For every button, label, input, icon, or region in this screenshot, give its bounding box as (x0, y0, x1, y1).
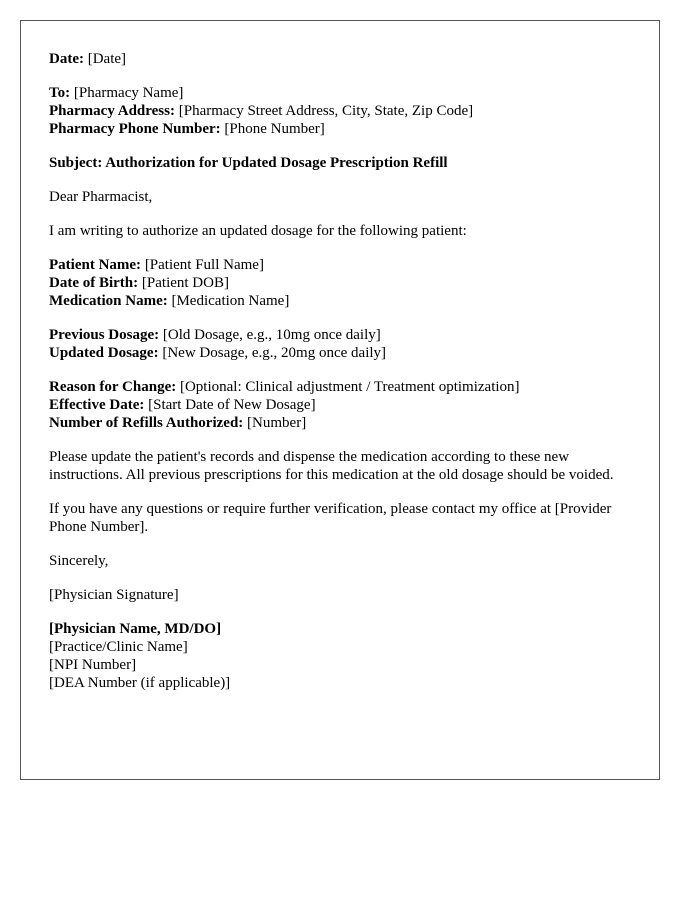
medication-value: [Medication Name] (171, 293, 290, 309)
dea-number: [DEA Number (if applicable)] (49, 675, 231, 691)
updated-dosage-value: [New Dosage, e.g., 20mg once daily] (162, 345, 387, 361)
effective-date-label: Effective Date: (49, 397, 145, 413)
refills-value: [Number] (247, 415, 307, 431)
change-block (49, 378, 631, 432)
updated-dosage-label: Updated Dosage: (49, 345, 159, 361)
practice-name: [Practice/Clinic Name] (49, 639, 188, 655)
date-line (49, 50, 631, 68)
signoff-block (49, 620, 631, 692)
recipient-block (49, 84, 631, 138)
previous-dosage-label: Previous Dosage: (49, 327, 160, 343)
physician-name: [Physician Name, MD/DO] (49, 621, 222, 637)
dob-line (49, 274, 631, 292)
date-label: Date: (49, 51, 84, 67)
refills-line (49, 414, 631, 432)
medication-label: Medication Name: (49, 293, 168, 309)
dosage-block (49, 326, 631, 362)
patient-block (49, 256, 631, 310)
closing: Sincerely, (49, 553, 109, 569)
phone-label: Pharmacy Phone Number: (49, 121, 221, 137)
address-value: [Pharmacy Street Address, City, State, Zip Code] (178, 103, 474, 119)
instructions-paragraph: Please update the patient's records and dispense the medication according to these new instructions. All previous prescriptions for this medication at the old dosage should be voided. (49, 449, 614, 483)
date-value: [Date] (87, 51, 127, 67)
contact-paragraph: If you have any questions or require further verification, please contact my office at [Provider Phone Number]. (49, 501, 612, 535)
previous-dosage-line (49, 326, 631, 344)
effective-date-line (49, 396, 631, 414)
intro-paragraph: I am writing to authorize an updated dosage for the following patient: (49, 223, 467, 239)
dob-label: Date of Birth: (49, 275, 139, 291)
signature-placeholder: [Physician Signature] (49, 587, 179, 603)
subject-line: Subject: Authorization for Updated Dosage Prescription Refill (49, 155, 448, 171)
dob-value: [Patient DOB] (141, 275, 229, 291)
medication-line (49, 292, 631, 310)
phone-value: [Phone Number] (224, 121, 325, 137)
updated-dosage-line (49, 344, 631, 362)
reason-line (49, 378, 631, 396)
date-block (49, 50, 631, 68)
reason-label: Reason for Change: (49, 379, 177, 395)
to-line (49, 84, 631, 102)
refills-label: Number of Refills Authorized: (49, 415, 244, 431)
address-line (49, 102, 631, 120)
phone-line (49, 120, 631, 138)
letter (20, 20, 660, 780)
to-value: [Pharmacy Name] (73, 85, 184, 101)
patient-name-line (49, 256, 631, 274)
reason-value: [Optional: Clinical adjustment / Treatment optimization] (179, 379, 520, 395)
npi-number: [NPI Number] (49, 657, 137, 673)
effective-date-value: [Start Date of New Dosage] (148, 397, 316, 413)
patient-name-value: [Patient Full Name] (144, 257, 264, 273)
previous-dosage-value: [Old Dosage, e.g., 10mg once daily] (162, 327, 381, 343)
patient-name-label: Patient Name: (49, 257, 142, 273)
to-label: To: (49, 85, 71, 101)
salutation: Dear Pharmacist, (49, 189, 153, 205)
address-label: Pharmacy Address: (49, 103, 175, 119)
